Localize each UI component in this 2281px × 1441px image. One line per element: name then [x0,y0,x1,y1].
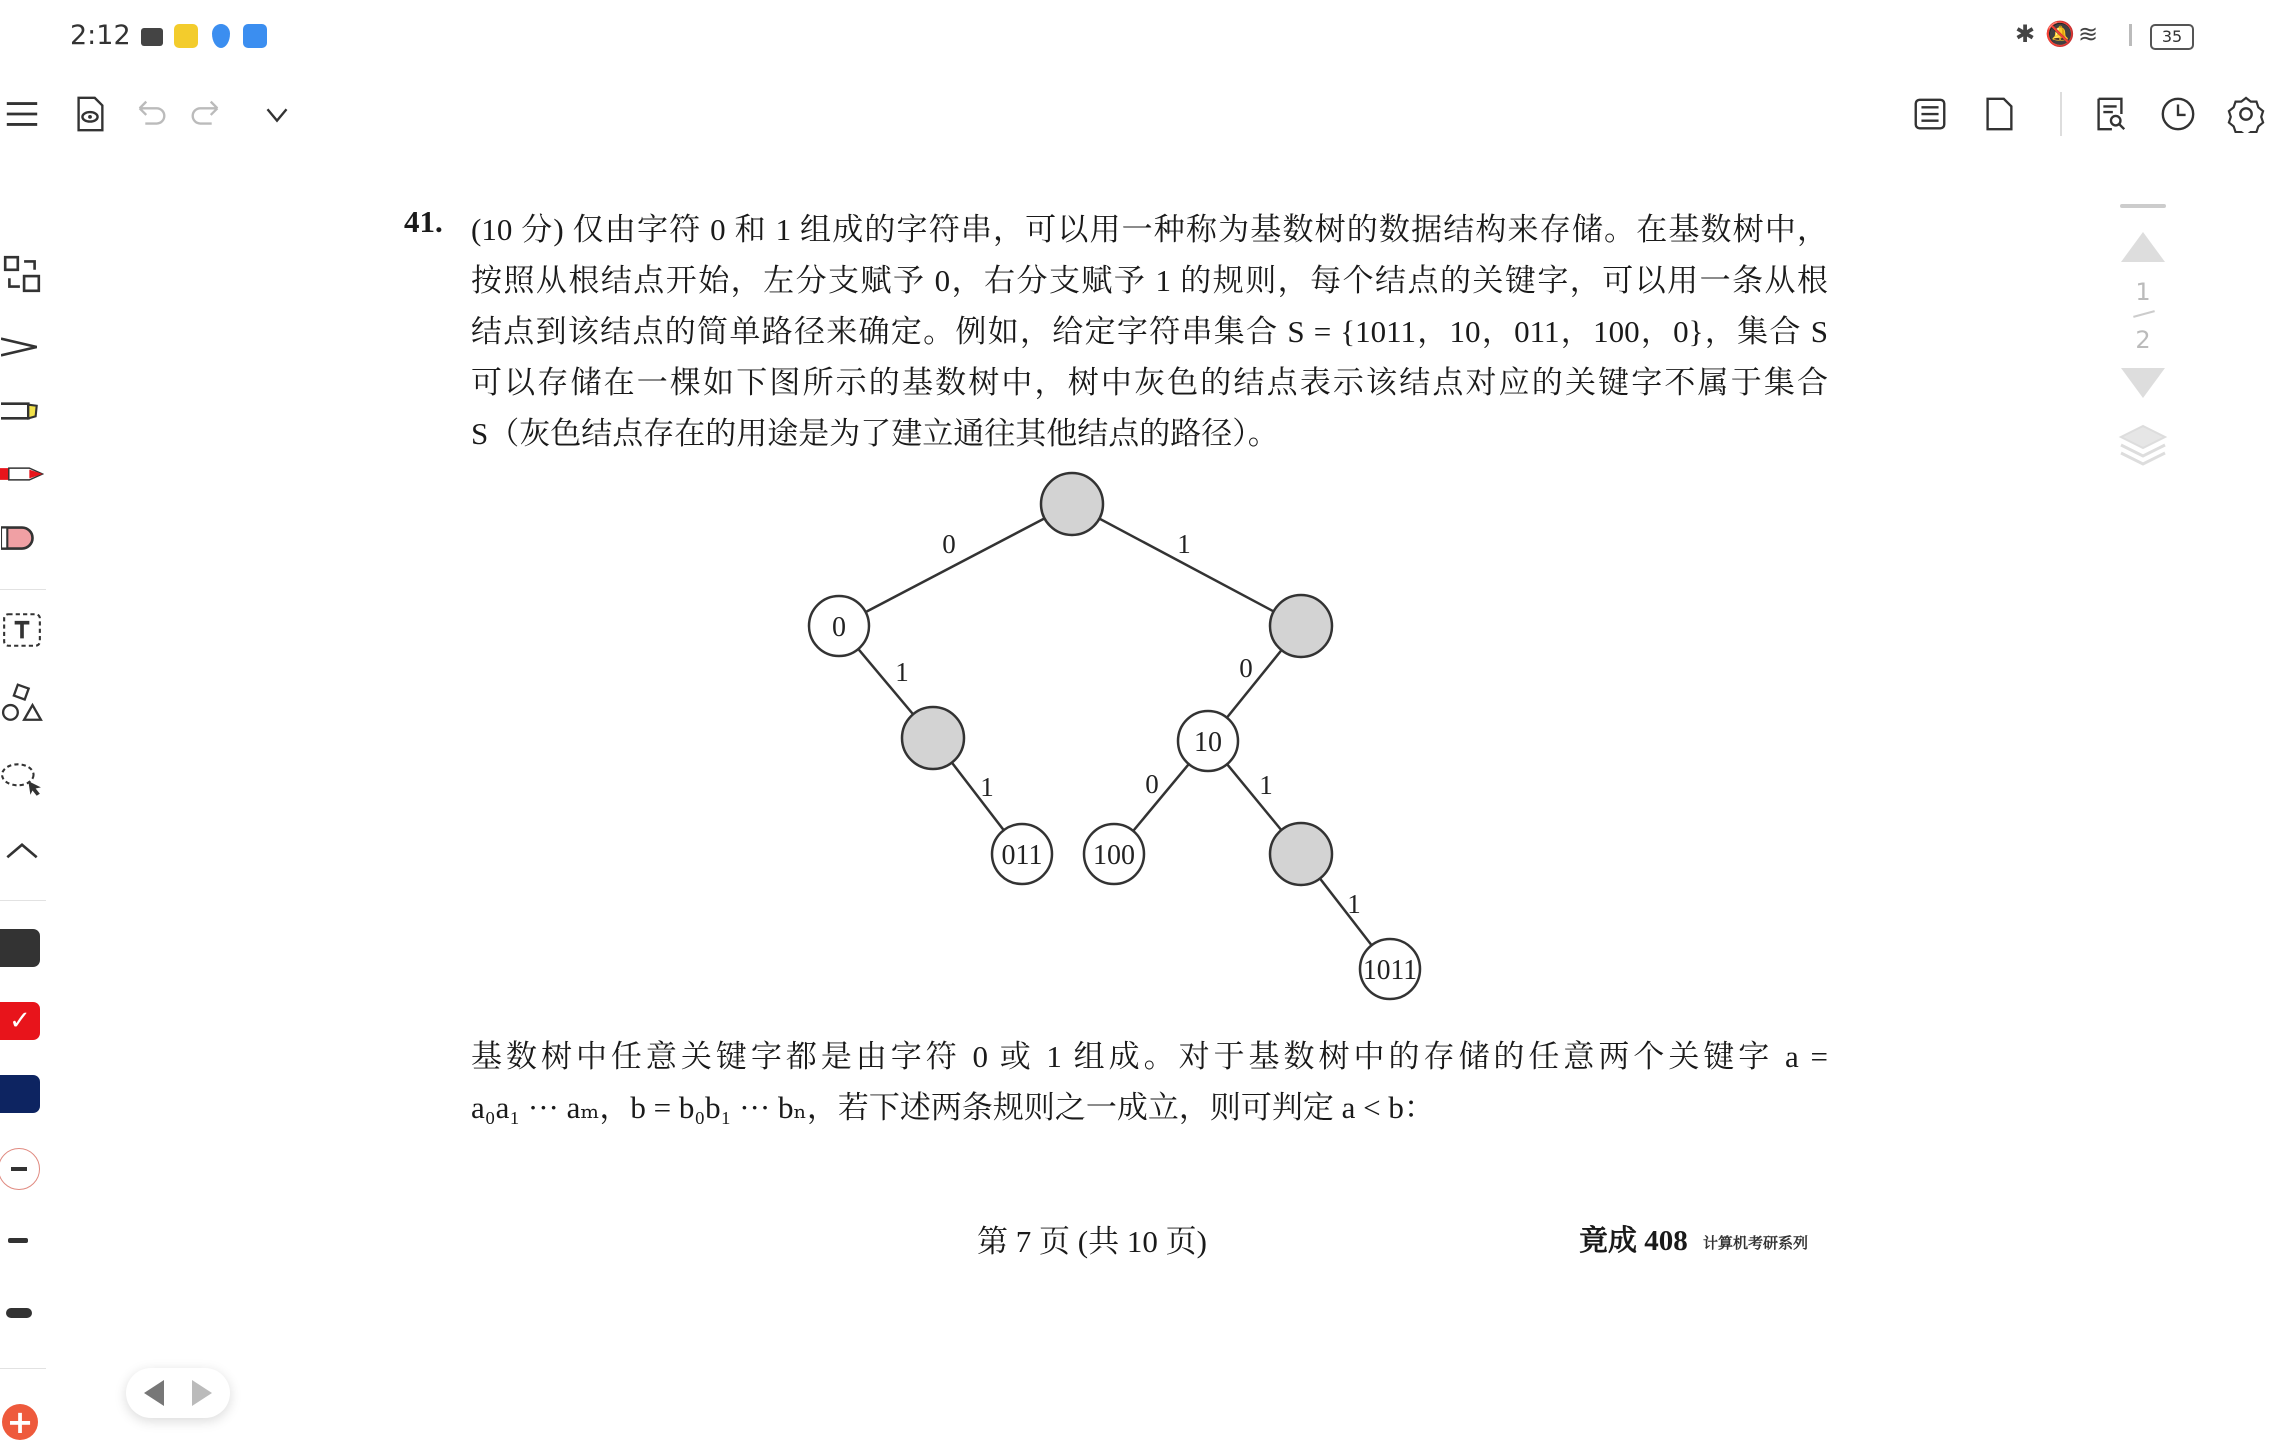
tree-node-label: 0 [832,612,846,643]
wifi-icon: ≋ [2078,20,2099,48]
tree-edge [1072,504,1301,626]
edge-label: 0 [1239,653,1253,683]
question-text-line: 结点到该结点的简单路径来确定。例如，给定字符串集合 S = {1011，10，011，100，0}，集合 S [471,314,1828,349]
question-text-line: S（灰色结点存在的用途是为了建立通往其他结点的路径）。 [471,416,1279,451]
tree-node-gray [902,707,964,769]
battery-icon: 35 [2150,24,2194,50]
edge-label: 1 [1347,889,1361,919]
status-time: 2:12 [70,20,131,51]
tree-node-label: 1011 [1363,955,1417,986]
tree-node-label: 10 [1194,727,1222,758]
edge-label: 0 [942,529,956,559]
question-text-line: 按照从根结点开始，左分支赋予 0，右分支赋予 1 的规则，每个结点的关键字，可以用一条从根 [471,263,1828,298]
add-tool-button[interactable]: + [2,1404,38,1440]
page-number[interactable]: 2 [2135,326,2151,354]
question-text-line: 可以存储在一棵如下图所示的基数树中，树中灰色的结点表示该结点对应的关键字不属于集合 [471,365,1828,400]
footer-series: 计算机考研系列 [1703,1234,1809,1252]
edge-label: 1 [1177,529,1191,559]
checkmark-icon: ✓ [9,1006,31,1036]
question-text-line: a₀a₁ ··· aₘ，b = b₀b₁ ··· bₙ，若下述两条规则之一成立，则可判定 a < b： [471,1090,1435,1125]
tree-node-label: 100 [1093,840,1135,871]
footer-brand: 竟成 408 [1579,1225,1688,1257]
bluetooth-icon: ✱ [2015,20,2036,48]
tree-edge [839,504,1072,626]
tree-node-label: 011 [1001,840,1043,871]
page-number[interactable]: 1 [2135,278,2151,306]
edge-label: 1 [895,657,909,687]
question-number: 41. [404,204,443,239]
question-text-line: (10 分) 仅由字符 0 和 1 组成的字符串，可以用一种称为基数树的数据结构来存储。在基数树中， [471,212,1828,247]
edge-label: 1 [980,772,994,802]
tree-node-gray [1270,823,1332,885]
tree-node-gray [1041,473,1103,535]
page-footer: 第 7 页 (共 10 页) [977,1224,1207,1259]
tree-node-gray [1270,595,1332,657]
mute-bell-icon: 🔕 [2045,20,2075,48]
edge-label: 0 [1145,769,1159,799]
question-text-line: 基数树中任意关键字都是由字符 0 或 1 组成。对于基数树中的存储的任意两个关键字 a = [471,1039,1828,1074]
edge-label: 1 [1259,770,1273,800]
